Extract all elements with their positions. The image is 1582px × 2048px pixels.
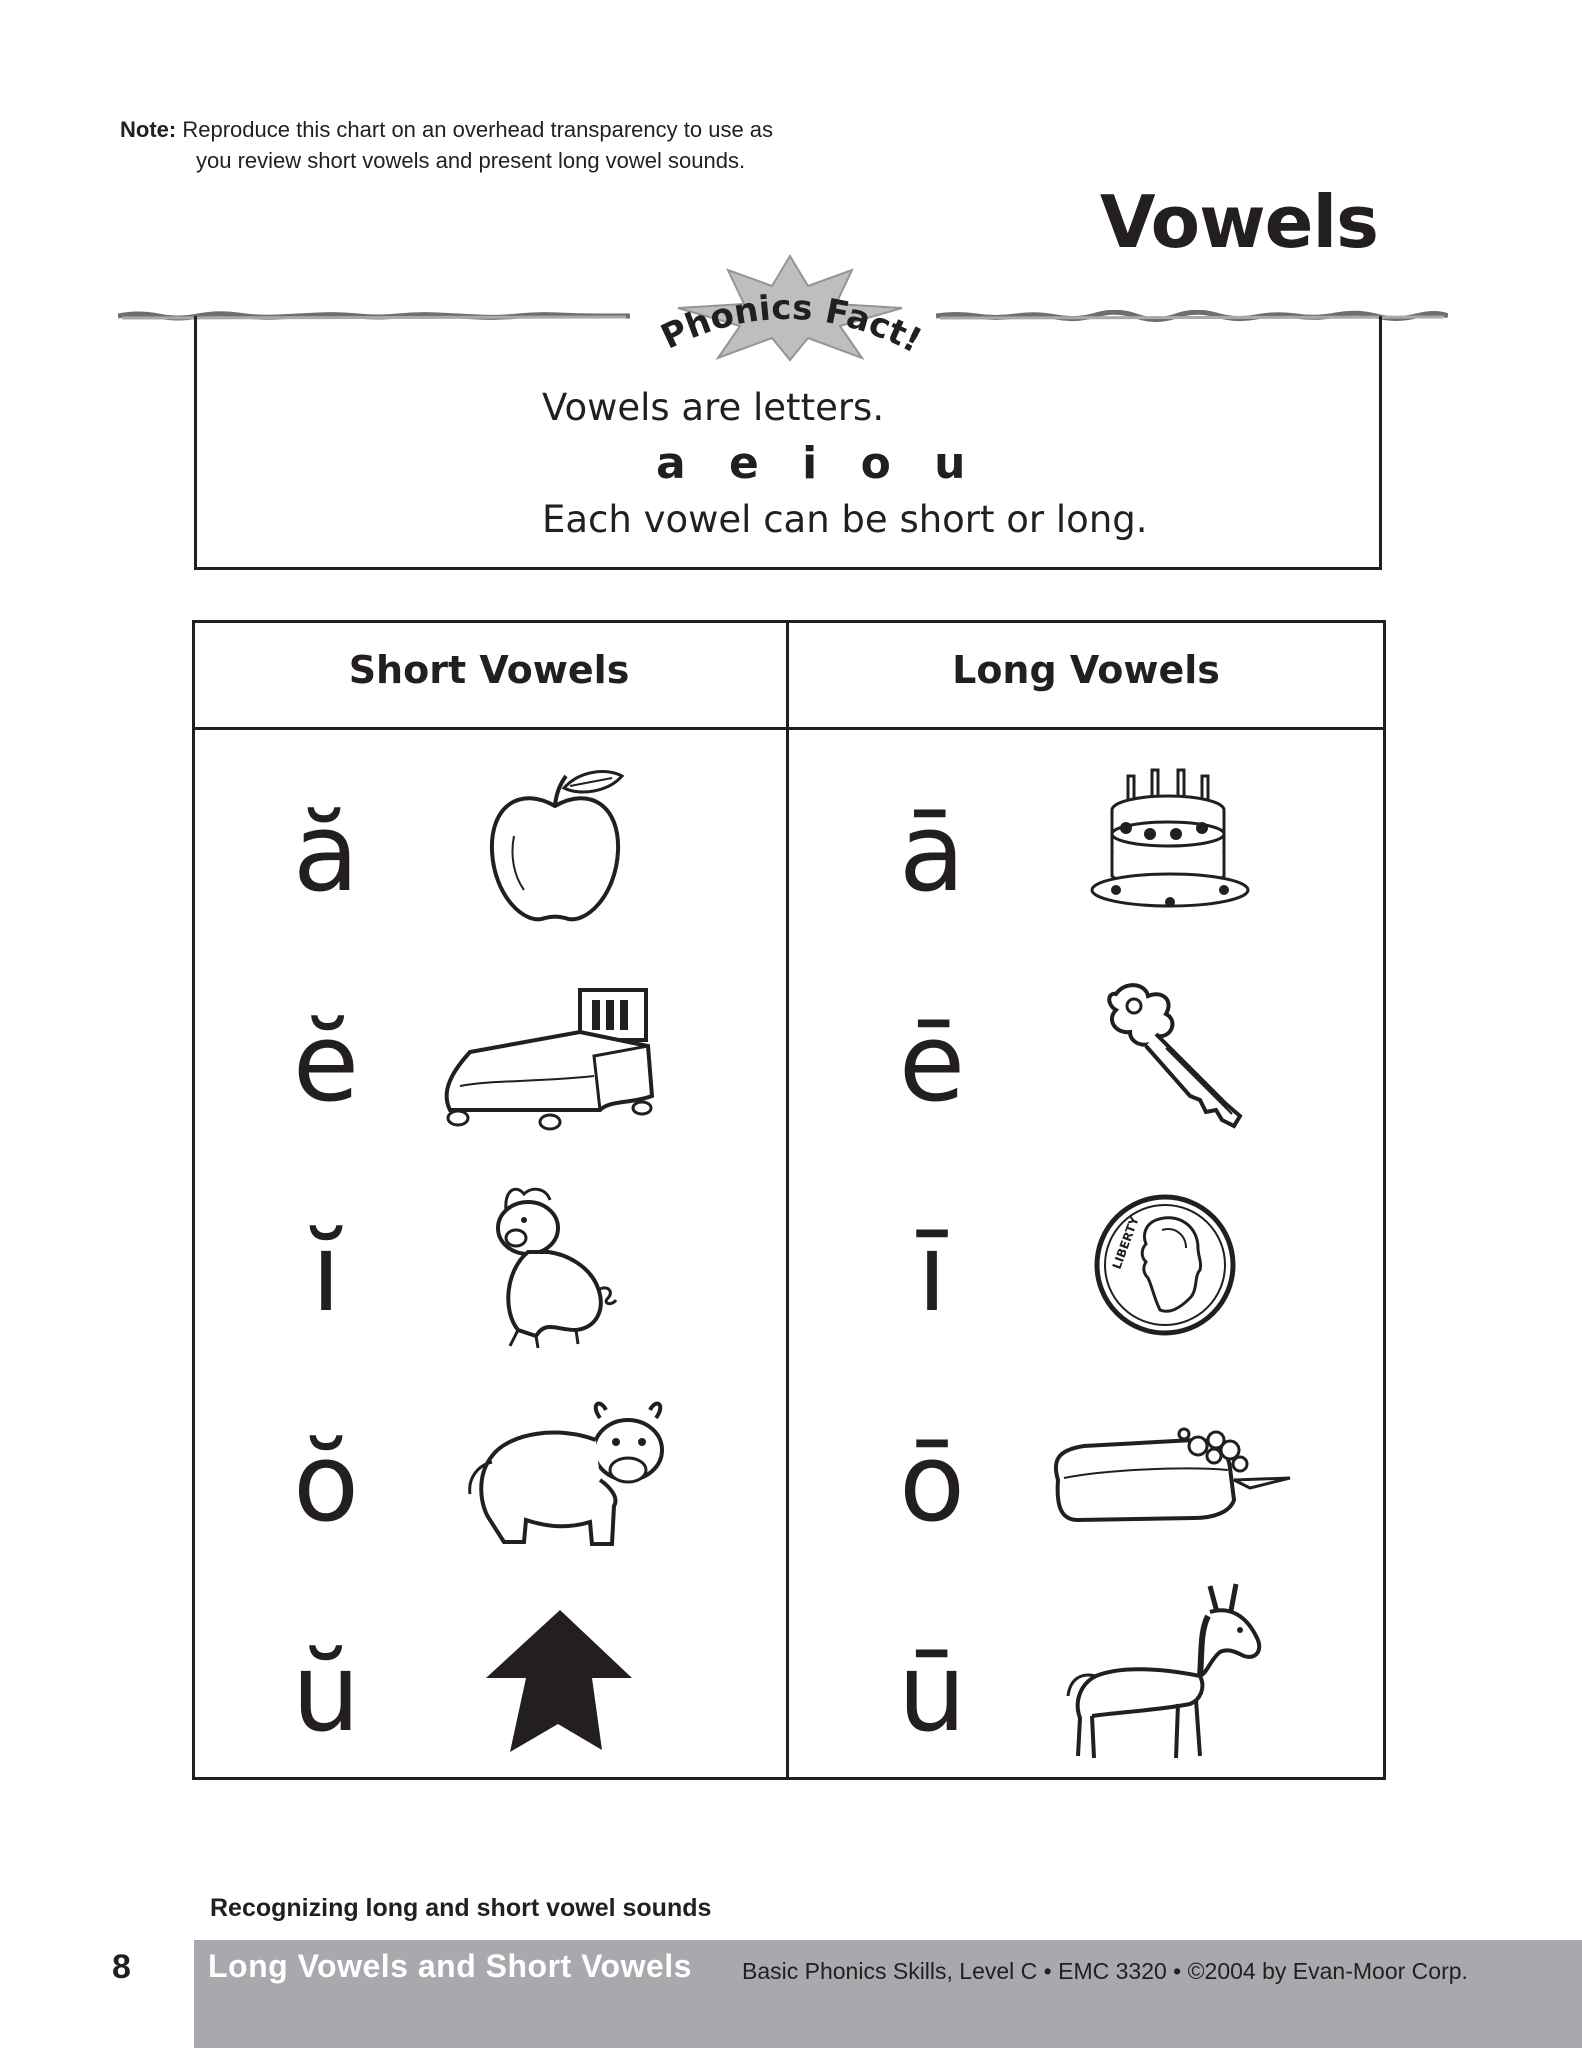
short-vowels-header: Short Vowels bbox=[348, 648, 630, 692]
note-line-1: Reproduce this chart on an overhead transparency to use as bbox=[182, 117, 774, 142]
long-a-letter: ā bbox=[898, 791, 966, 916]
note-line-2: you review short vowels and present long vowel sounds. bbox=[196, 148, 746, 173]
short-a-letter: ă bbox=[292, 791, 360, 916]
note bbox=[120, 114, 900, 176]
long-e-letter: ē bbox=[898, 1001, 966, 1126]
long-u-letter: ū bbox=[897, 1631, 967, 1756]
apple-icon bbox=[440, 766, 670, 936]
page-number: 8 bbox=[112, 1948, 131, 1986]
ox-icon bbox=[460, 1396, 690, 1566]
table-header-divider bbox=[192, 727, 1386, 730]
table-column-divider bbox=[786, 620, 789, 1780]
short-i-letter: ĭ bbox=[310, 1211, 341, 1336]
footer-credit: Basic Phonics Skills, Level C • EMC 3320 • ©2004 by Evan-Moor Corp. bbox=[742, 1958, 1468, 1984]
fact-line-1: Vowels are letters. bbox=[542, 386, 885, 429]
up-arrow-icon bbox=[480, 1606, 710, 1776]
short-e-letter: ĕ bbox=[292, 1001, 360, 1126]
bed-icon bbox=[430, 976, 660, 1146]
fact-vowel-list: a e i o u bbox=[656, 438, 980, 489]
footer-title: Long Vowels and Short Vowels bbox=[208, 1948, 692, 1984]
long-o-letter: ō bbox=[898, 1421, 966, 1546]
note-label: Note: bbox=[120, 117, 177, 142]
skill-caption: Recognizing long and short vowel sounds bbox=[210, 1894, 712, 1922]
mule-icon bbox=[1060, 1576, 1290, 1746]
short-o-letter: ŏ bbox=[292, 1421, 360, 1546]
short-u-letter: ŭ bbox=[291, 1631, 361, 1756]
phonics-fact-label: Phonics Fact! bbox=[654, 287, 929, 362]
page-title: Vowels bbox=[1099, 180, 1378, 264]
dime-icon bbox=[1090, 1190, 1320, 1360]
starburst-icon bbox=[640, 252, 940, 362]
phonics-fact-text bbox=[194, 380, 1382, 548]
fact-line-2: Each vowel can be short or long. bbox=[542, 498, 1148, 541]
svg-text:LIBERTY: LIBERTY bbox=[1109, 1214, 1142, 1272]
long-i-letter: ī bbox=[916, 1211, 947, 1336]
phonics-fact-badge bbox=[640, 252, 940, 362]
long-vowels-header: Long Vowels bbox=[952, 648, 1220, 692]
key-icon bbox=[1086, 976, 1316, 1146]
pig-icon bbox=[466, 1180, 696, 1350]
cake-icon bbox=[1086, 766, 1316, 936]
soap-icon bbox=[1044, 1420, 1274, 1590]
